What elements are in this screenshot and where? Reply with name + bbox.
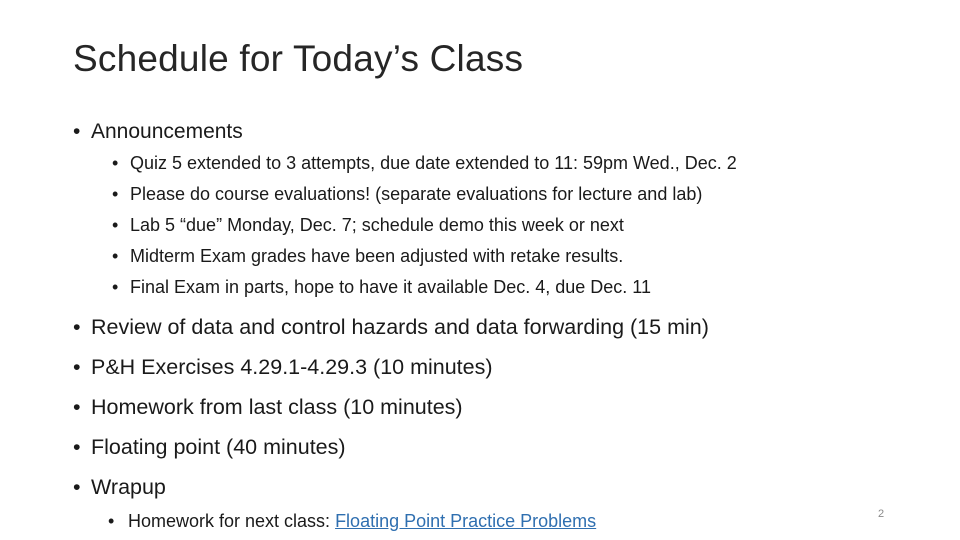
page-number: 2 [878, 508, 885, 520]
bullet-glyph: • [73, 395, 81, 419]
bullet-glyph: • [112, 215, 119, 235]
bullet-glyph: • [112, 153, 119, 173]
homework-prefix: Homework for next class: [128, 511, 336, 531]
homework-item [108, 511, 596, 532]
agenda-item [73, 475, 166, 500]
announcements-item [73, 120, 243, 144]
announcement-text: Final Exam in parts, hope to have it available Dec. 4, due Dec. 11 [130, 277, 651, 297]
agenda-item [73, 395, 463, 420]
bullet-glyph: • [112, 246, 119, 266]
announcement-text: Please do course evaluations! (separate evaluations for lecture and lab) [130, 184, 703, 204]
agenda-text: P&H Exercises 4.29.1-4.29.3 (10 minutes) [91, 355, 493, 379]
bullet-glyph: • [73, 435, 81, 459]
bullet-glyph: • [112, 277, 119, 297]
agenda-item [73, 315, 709, 340]
bullet-glyph: • [73, 120, 81, 143]
announcement-item [112, 277, 651, 298]
announcement-item [112, 215, 624, 236]
announcement-item [112, 246, 623, 267]
announcement-text: Lab 5 “due” Monday, Dec. 7; schedule demo this week or next [130, 215, 624, 235]
bullet-glyph: • [73, 355, 81, 379]
agenda-text: Wrapup [91, 475, 166, 499]
bullet-glyph: • [112, 184, 119, 204]
bullet-glyph: • [73, 475, 81, 499]
bullet-glyph: • [108, 511, 115, 531]
announcement-text: Quiz 5 extended to 3 attempts, due date extended to 11: 59pm Wed., Dec. 2 [130, 153, 737, 173]
agenda-text: Homework from last class (10 minutes) [91, 395, 463, 419]
bullet-glyph: • [73, 315, 81, 339]
agenda-item [73, 435, 346, 460]
agenda-item [73, 355, 493, 380]
announcement-item [112, 153, 737, 174]
announcement-item [112, 184, 702, 205]
announcements-label: Announcements [91, 120, 243, 143]
agenda-text: Floating point (40 minutes) [91, 435, 346, 459]
announcement-text: Midterm Exam grades have been adjusted with retake results. [130, 246, 624, 266]
floating-point-practice-link[interactable]: Floating Point Practice Problems [335, 511, 597, 531]
slide-title: Schedule for Today’s Class [73, 38, 524, 79]
agenda-text: Review of data and control hazards and data forwarding (15 min) [91, 315, 709, 339]
